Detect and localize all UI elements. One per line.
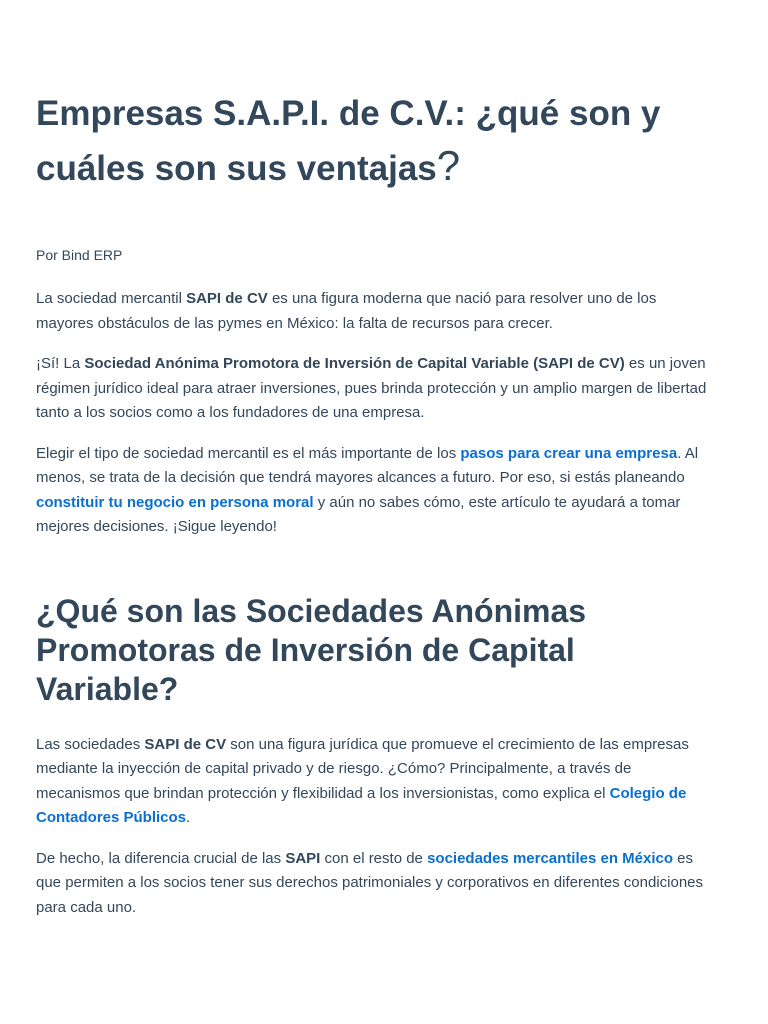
paragraph-text: con el resto de bbox=[320, 849, 428, 867]
article-title bbox=[36, 88, 716, 195]
paragraph-definition bbox=[36, 352, 716, 426]
paragraph-text: De hecho, la diferencia crucial de las bbox=[36, 849, 286, 867]
paragraph-text: ¡Sí! La bbox=[36, 355, 85, 372]
paragraph-text: . bbox=[186, 809, 191, 826]
link-pasos-crear-empresa[interactable]: pasos para crear una empresa bbox=[460, 444, 678, 462]
bold-term: SAPI de CV bbox=[144, 735, 227, 753]
bold-term: SAPI de CV bbox=[186, 290, 268, 307]
author-byline: Por Bind ERP bbox=[36, 247, 123, 263]
paragraph-text: Las sociedades bbox=[36, 735, 145, 753]
article-title-text: Empresas S.A.P.I. de C.V.: ¿qué son y cuáles son sus ventajas bbox=[36, 94, 661, 188]
paragraph-text: son una figura jurídica que promueve el crecimiento de las empresas mediante la inyección de capital privado y de riesgo. ¿Cómo? Principalmente, a través de mecanismos que brindan protección y flexibilidad a los inversionistas, como explica el bbox=[36, 735, 689, 802]
link-constituir-persona-moral[interactable]: constituir tu negocio en persona moral bbox=[36, 493, 314, 511]
paragraph-text: La sociedad mercantil bbox=[36, 290, 187, 307]
paragraph-text: es un joven régimen jurídico ideal para atraer inversiones, pues brinda protección y un amplio margen de libertad tanto a los socios como a los fundadores de una empresa. bbox=[36, 355, 707, 421]
paragraph-difference bbox=[36, 847, 716, 921]
paragraph-text: Elegir el tipo de sociedad mercantil es el más importante de los bbox=[36, 444, 461, 462]
paragraph-sapi-figure bbox=[36, 733, 716, 831]
section-heading: ¿Qué son las Sociedades Anónimas Promotoras de Inversión de Capital Variable? bbox=[36, 592, 587, 707]
link-colegio-contadores[interactable]: Colegio de Contadores Públicos bbox=[36, 784, 687, 826]
paragraph-text: y aún no sabes cómo, este artículo te ayudará a tomar mejores decisiones. ¡Sigue leyendo! bbox=[36, 493, 681, 535]
article-title-end: ? bbox=[436, 142, 461, 189]
article bbox=[36, 88, 716, 920]
paragraph-intro bbox=[36, 287, 716, 336]
paragraph-text: es que permiten a los socios tener sus derechos patrimoniales y corporativos en diferentes condiciones para cada uno. bbox=[36, 849, 704, 916]
paragraph-choose-type bbox=[36, 442, 716, 540]
paragraph-text: . Al menos, se trata de la decisión que tendrá mayores alcances a futuro. Por eso, si estás planeando bbox=[36, 444, 699, 486]
bold-term: SAPI bbox=[285, 849, 321, 867]
paragraph-text: es una figura moderna que nació para resolver uno de los mayores obstáculos de las pymes en México: la falta de recursos para crecer. bbox=[36, 290, 657, 332]
link-sociedades-mercantiles[interactable]: sociedades mercantiles en México bbox=[427, 849, 674, 867]
bold-term: Sociedad Anónima Promotora de Inversión de Capital Variable (SAPI de CV) bbox=[84, 355, 625, 372]
